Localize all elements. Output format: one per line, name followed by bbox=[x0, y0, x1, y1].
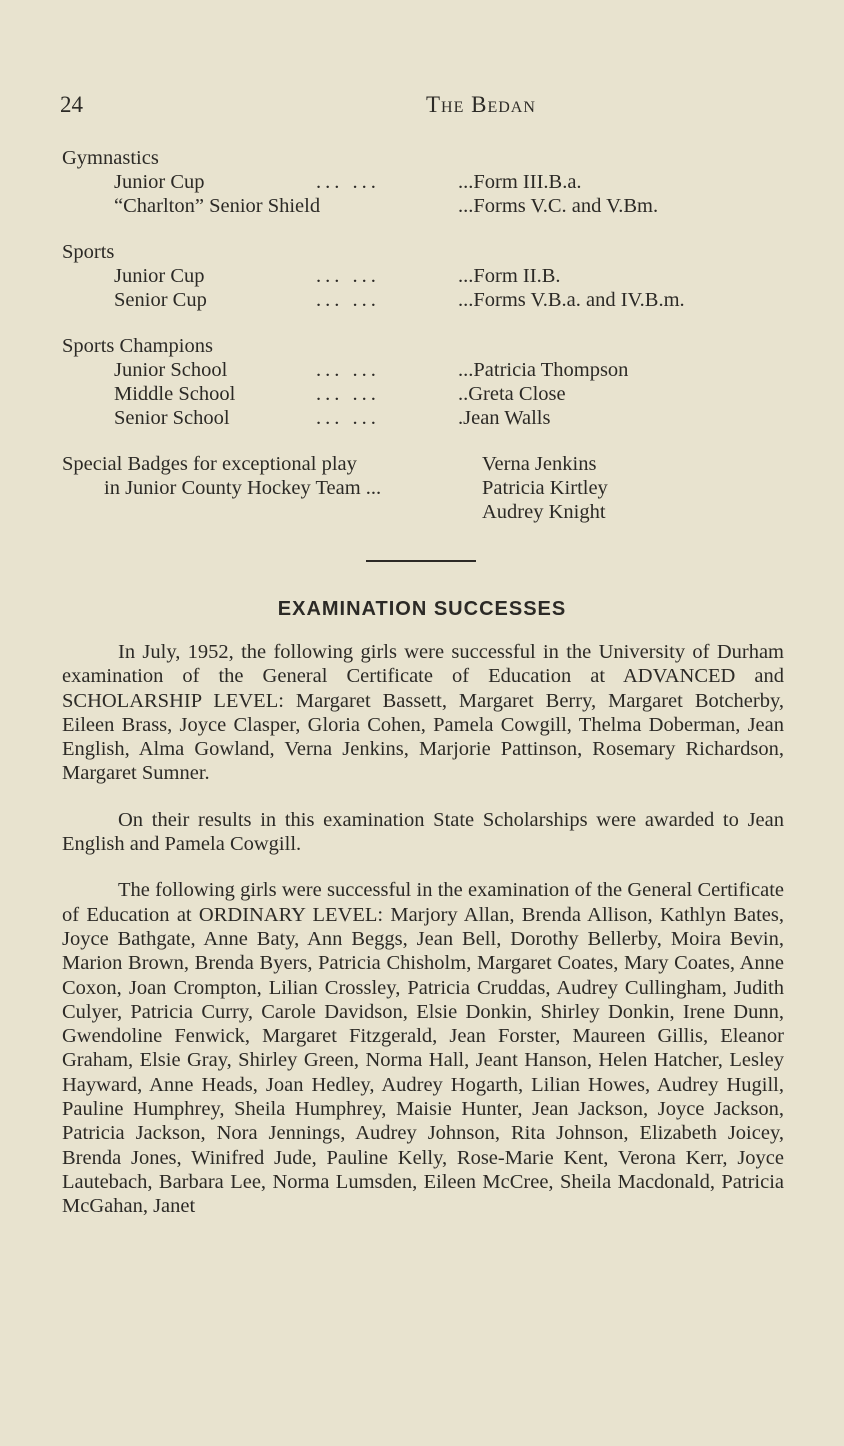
award-label: Junior School bbox=[114, 359, 228, 381]
leader-dots: ... ... bbox=[316, 289, 380, 311]
leader-dots: ... ... bbox=[316, 359, 380, 381]
award-label: “Charlton” Senior Shield bbox=[114, 195, 321, 217]
running-title: The Bedan bbox=[426, 92, 536, 117]
award-value: .Jean Walls bbox=[458, 407, 551, 429]
award-value: ...Patricia Thompson bbox=[458, 359, 629, 381]
leader-dots: ... ... bbox=[316, 383, 380, 405]
badge-name: Patricia Kirtley bbox=[482, 477, 608, 499]
exam-body bbox=[62, 640, 784, 1219]
award-value: ...Form II.B. bbox=[458, 265, 561, 287]
badge-name: Audrey Knight bbox=[482, 501, 606, 523]
leader-dots: ... ... bbox=[316, 265, 380, 287]
special-badges-names bbox=[482, 452, 608, 524]
award-row bbox=[62, 406, 802, 430]
gymnastics-heading-row bbox=[62, 146, 802, 170]
page-number: 24 bbox=[60, 92, 83, 117]
award-label: Senior School bbox=[114, 407, 230, 429]
section-title: EXAMINATION SUCCESSES bbox=[277, 598, 567, 620]
award-row bbox=[62, 194, 802, 218]
award-row bbox=[62, 264, 802, 288]
sports-heading-row bbox=[62, 240, 802, 264]
award-label: Middle School bbox=[114, 383, 236, 405]
special-badges-line-2: in Junior County Hockey Team ... bbox=[104, 477, 382, 499]
award-label: Junior Cup bbox=[114, 265, 205, 287]
award-row bbox=[62, 288, 802, 312]
award-value: ...Forms V.C. and V.Bm. bbox=[458, 195, 659, 217]
badge-name: Verna Jenkins bbox=[482, 453, 597, 475]
award-row bbox=[62, 358, 802, 382]
page-header bbox=[60, 92, 790, 122]
award-value: ...Forms V.B.a. and IV.B.m. bbox=[458, 289, 685, 311]
special-badges-description bbox=[62, 452, 381, 500]
award-row bbox=[62, 170, 802, 194]
leader-dots: ... ... bbox=[316, 407, 380, 429]
award-label: Senior Cup bbox=[114, 289, 207, 311]
champions-heading: Sports Champions bbox=[62, 335, 213, 357]
gymnastics-heading: Gymnastics bbox=[62, 147, 159, 169]
champions-heading-row bbox=[62, 334, 802, 358]
award-label: Junior Cup bbox=[114, 171, 205, 193]
paragraph-advanced: In July, 1952, the following girls were successful in the University of Durham examination of the General Certificate of Education at ADVANCED and SCHOLARSHIP LEVEL: Margaret Bassett, Margaret Berry, Margaret Botcherby, Eileen Brass, Joyce Clasper, Gloria Cohen, Pamela Cowgill, Thelma Doberman, Jean English, Alma Gowland, Verna Jenkins, Marjorie Pattinson, Rosemary Richardson, Margaret Sumner. bbox=[62, 641, 784, 785]
special-badges-line-1: Special Badges for exceptional play bbox=[62, 453, 357, 475]
sports-heading: Sports bbox=[62, 241, 115, 263]
awards-list bbox=[62, 146, 802, 526]
award-value: ..Greta Close bbox=[458, 383, 566, 405]
paragraph-ordinary: The following girls were successful in the examination of the General Certificate of Education at ORDINARY LEVEL: Marjory Allan, Brenda Allison, Kathlyn Bates, Joyce Bathgate, Anne Baty, Ann Beggs, Jean Bell, Dorothy Bellerby, Moira Bevin, Marion Brown, Brenda Byers, Patricia Chisholm, Margaret Coates, Mary Coates, Anne Coxon, Joan Crompton, Lilian Crossley, Patricia Cruddas, Audrey Cullingham, Judith Culyer, Patricia Curry, Carole Davidson, Elsie Donkin, Shirley Donkin, Irene Dunn, Gwendoline Fenwick, Margaret Fitzgerald, Jean Forster, Maureen Gillis, Eleanor Graham, Elsie Gray, Shirley Green, Norma Hall, Jeant Hanson, Helen Hatcher, Lesley Hayward, Anne Heads, Joan Hedley, Audrey Hogarth, Lilian Howes, Audrey Hugill, Pauline Humphrey, Sheila Humphrey, Maisie Hunter, Jean Jackson, Joyce Jackson, Patricia Jackson, Nora Jennings, Audrey Johnson, Rita Johnson, Elizabeth Joicey, Brenda Jones, Winifred Jude, Pauline Kelly, Rose-Marie Kent, Verona Kerr, Joyce Lautebach, Barbara Lee, Norma Lumsden, Eileen McCree, Sheila Macdonald, Patricia McGahan, Janet bbox=[62, 879, 784, 1218]
special-badges bbox=[62, 452, 802, 526]
leader-dots: ... ... bbox=[316, 171, 380, 193]
award-row bbox=[62, 382, 802, 406]
award-value: ...Form III.B.a. bbox=[458, 171, 582, 193]
section-divider bbox=[366, 560, 476, 562]
paragraph-scholarships: On their results in this examination State Scholarships were awarded to Jean English and Pamela Cowgill. bbox=[62, 808, 784, 856]
